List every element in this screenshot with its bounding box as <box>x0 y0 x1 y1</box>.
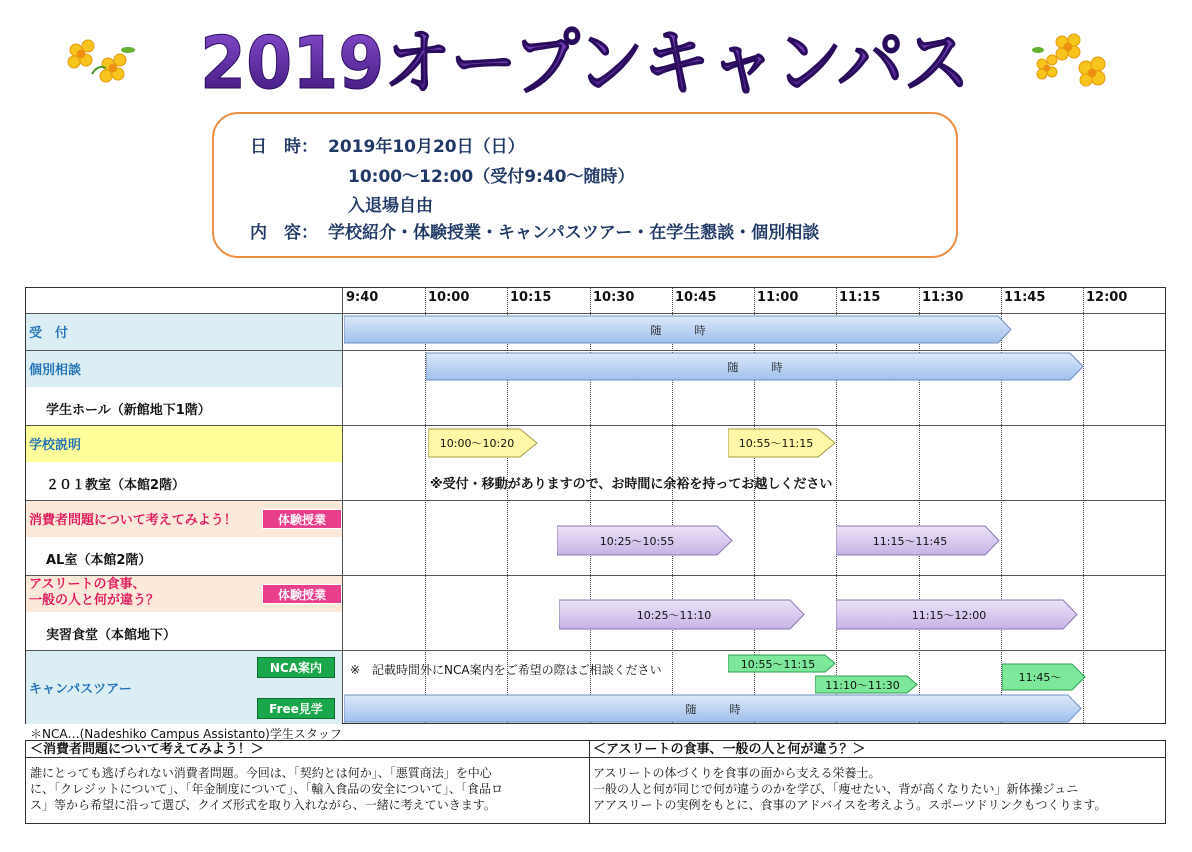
date-label: 日 時： <box>250 137 318 157</box>
time-header: 12:00 <box>1086 290 1128 305</box>
athlete-slot-2-text: 11:15～12:00 <box>911 608 987 622</box>
nca-guide-badge: NCA案内 <box>257 657 335 678</box>
time-header: 11:45 <box>1004 290 1046 305</box>
row-divider <box>26 575 1165 576</box>
time-header: 9:40 <box>346 290 379 305</box>
entry-note: 入退場自由 <box>348 196 433 216</box>
school-slot-1 <box>428 428 538 458</box>
consumer-description-line: 誰にとっても逃げられない消費者問題。今回は、「契約とは何か」、「悪質商法」を中心 <box>30 766 492 780</box>
consumer-slot-2-text: 11:15～11:45 <box>872 534 948 548</box>
athlete-label-line2: 一般の人と何が違う？ <box>29 593 160 608</box>
tour-slot-3-text: 11:45～ <box>1018 671 1062 684</box>
trial-class-badge: 体験授業 <box>262 584 342 604</box>
athlete-description-line: 一般の人と何が同じで何が違うのかを学び、「痩せたい、背が高くなりたい」新体操ジュニ <box>593 782 1079 796</box>
consumer-description-line: ス」等から希望に沿って選び、クイズ形式を取り入れながら、一緒に考えていきます。 <box>30 798 496 812</box>
consumer-slot-1 <box>557 525 733 556</box>
athlete-label <box>29 577 159 609</box>
school-place: ２０１教室（本館2階） <box>46 478 186 493</box>
consumer-description-line: に、「クレジットについて」、「年金制度について」、「輸入食品の安全について」、「食品ロ <box>30 782 503 796</box>
time-value: 10:00～12:00（受付9:40～随時） <box>348 167 635 187</box>
athlete-label-line1: アスリートの食事、 <box>29 577 146 592</box>
tour-slot-3 <box>1002 663 1086 691</box>
athlete-slot-1 <box>559 599 805 630</box>
athlete-place: 実習食堂（本館地下） <box>46 628 177 643</box>
free-tour-bar <box>344 694 1082 723</box>
consumer-slot-2 <box>836 525 1000 556</box>
page-title <box>190 10 980 110</box>
tour-note: ※ 記載時間外にNCA案内をご希望の際はご相談ください <box>350 663 662 677</box>
tour-slot-1 <box>728 654 836 673</box>
consumer-description-heading: ＜消費者問題について考えてみよう！＞ <box>26 741 589 758</box>
time-header: 11:15 <box>839 290 881 305</box>
consult-bar <box>426 352 1084 381</box>
event-info-box <box>212 112 958 258</box>
school-slot-2-text: 10:55～11:15 <box>738 437 814 450</box>
schedule-table <box>25 287 1166 724</box>
time-header: 10:00 <box>428 290 470 305</box>
free-tour-badge: Free見学 <box>257 698 335 719</box>
consult-place: 学生ホール（新館地下1階） <box>46 403 211 418</box>
tour-label: キャンパスツアー <box>29 681 132 697</box>
school-slot-2 <box>728 428 836 458</box>
label-divider <box>342 288 343 723</box>
tour-slot-2-text: 11:10～11:30 <box>825 678 900 692</box>
tour-slot-1-text: 10:55～11:15 <box>740 657 816 671</box>
time-header: 10:30 <box>593 290 635 305</box>
reception-bar-text: 随 時 <box>650 323 706 337</box>
reception-bar <box>344 315 1012 344</box>
athlete-slot-2 <box>836 599 1078 630</box>
flower-decoration-left <box>62 34 140 86</box>
description-table <box>25 740 1166 824</box>
consumer-label: 消費者問題について考えてみよう！ <box>29 513 237 528</box>
athlete-description-heading: ＜アスリートの食事、一般の人と何が違う？＞ <box>589 741 1165 758</box>
page-title-text: 2019オープンキャンパス <box>200 21 970 105</box>
tour-slot-2 <box>815 675 918 694</box>
athlete-description-line: アスリートの体づくりを食事の面から支える栄養士。 <box>593 766 881 780</box>
date-value: 2019年10月20日（日） <box>328 137 525 157</box>
consumer-place: AL室（本館2階） <box>46 553 152 568</box>
athlete-description-line: アアスリートの実例をもとに、食事のアドバイスを考えよう。スポーツドリンクもつくります。 <box>593 798 1107 812</box>
trial-class-badge: 体験授業 <box>262 509 342 529</box>
athlete-description-body <box>593 765 1163 813</box>
nca-footnote: ＊NCA…(Nadeshiko Campus Assistanto)学生スタッフ <box>30 727 342 741</box>
time-header: 11:00 <box>757 290 799 305</box>
school-note: ※受付・移動がありますので、お時間に余裕を持ってお越しください <box>430 477 833 492</box>
time-header: 10:45 <box>675 290 717 305</box>
school-slot-1-text: 10:00～10:20 <box>439 437 515 450</box>
time-header: 10:15 <box>510 290 552 305</box>
content-label: 内 容： <box>250 223 318 243</box>
consumer-slot-1-text: 10:25～10:55 <box>599 534 675 548</box>
consumer-description-body <box>30 765 586 813</box>
athlete-slot-1-text: 10:25～11:10 <box>636 608 712 622</box>
flower-decoration-right <box>1030 30 1110 88</box>
school-label: 学校説明 <box>29 438 82 453</box>
content-value: 学校紹介・体験授業・キャンパスツアー・在学生懇談・個別相談 <box>328 223 820 243</box>
reception-label: 受 付 <box>29 326 69 341</box>
time-header: 11:30 <box>922 290 964 305</box>
consult-bar-text: 随 時 <box>727 360 783 374</box>
free-tour-bar-text: 随 時 <box>685 702 741 716</box>
consult-label: 個別相談 <box>29 363 82 378</box>
